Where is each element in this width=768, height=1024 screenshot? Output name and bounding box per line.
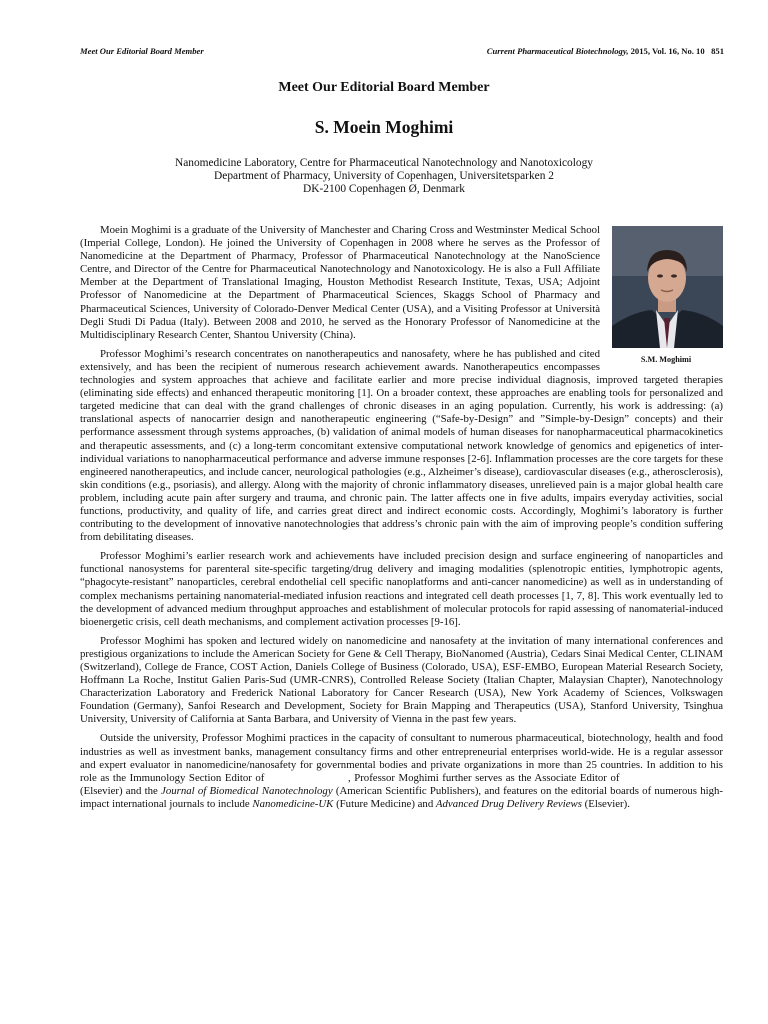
article-body (80, 224, 723, 817)
portrait-figure (609, 226, 723, 366)
paragraph-lectures: Professor Moghimi has spoken and lectured widely on nanomedicine and nanosafety at the invitation of many international conferences and prestigious organizations to include the American Society for Gene & Cell Therapy, BioNanomed (Austria), Cedars Sinai Medical Center, CLINAM (Switzerland), College de France, COST Action, Daniels College of Business (Colorado, USA), ESF-EMBO, European Material Research Society, Hoffmann La Roche, Institut Galien Paris-Sud (UMR-CNRS), Controlled Release Society (Italian Chapter, Malaysian Chapter), Nanotechnology Characterization Laboratory and Frederick National Laboratory for Cancer Research (USA), New York Academy of Sciences, Volkswagen Foundation (Germany), Sanfoi Research and Development, Society for Brain Mapping and Therapeutics (USA), Stanford University, Tsinghua University, University of California at Santa Barbara, and University of Vienna in the past few years. (80, 634, 723, 726)
header-section-label: Meet Our Editorial Board Member (80, 46, 204, 56)
section-title: Meet Our Editorial Board Member (278, 80, 490, 95)
paragraph-earlier-work: Professor Moghimi’s earlier research work and achievements have included precision design and surface engineering of nanoparticles and functional nanosystems for parenteral site-specific targeting/drug delivery and imaging modalities (splenotropic entities, lymphotropic agents, “phagocyte-resistant” nanoparticles, cerebral endothelial cell specific nanoplatforms and anti-cancer nanomedicine) as well as in understanding of complex mechanisms pertaining nanomaterial-mediated infusion reactions and integrated cell death processes [1, 7, 8]. This work eventually led to the development of advanced medium throughput approaches and establishment of molecular protocols for rapid assessing of nanomaterial-induced bioenergetic crisis, cell death mechanisms, and complement activation processes [9-16]. (80, 550, 723, 628)
consulting-text: (Elsevier). (584, 797, 630, 810)
portrait-illustration (612, 226, 723, 348)
affiliation (0, 157, 768, 196)
consulting-text: (Future Medicine) and (336, 797, 434, 810)
header-page-number: 851 (711, 46, 724, 56)
consulting-text: , Professor Moghimi further serves as the Associate Editor of (347, 771, 620, 784)
header-journal: Current Pharmaceutical Biotechnology, (486, 46, 629, 56)
journal-title: Journal of Biomedical Nanotechnology (161, 784, 333, 797)
affiliation-line: Department of Pharmacy, University of Copenhagen, Universitetsparken 2 (214, 170, 554, 182)
consulting-text: (Elsevier) and the (80, 784, 158, 797)
paragraph-consulting (80, 732, 723, 811)
affiliation-line: Nanomedicine Laboratory, Centre for Pharmaceutical Nanotechnology and Nanotoxicology (174, 157, 594, 169)
person-name: S. Moein Moghimi (314, 117, 454, 137)
portrait-photo (612, 226, 723, 348)
consulting-text: (American Scientific Publishers), and features on the editorial boards of numerous high-impact international journals to include (80, 784, 723, 810)
journal-title: Nanomedicine-UK (252, 797, 334, 810)
paragraph-research: Professor Moghimi’s research concentrates on nanotherapeutics and nanosafety, where he has published and cited extensively, and has been the recipient of numerous research achievement awards. Nanotherapeutics encompasses technologies and system approaches that achieve and facilitate earlier and more precise individual diagnosis, improved targeted therapies (eliminating side effects) and enhanced therapeutic monitoring [1]. On a broader context, these approaches are enabling tools for personalized and targeted medicine that can deal with the grand challenges of chronic diseases in an aging population. Currently, his work is addressing: (a) translational aspects of nanocarrier design and nanotherapeutic engineering (“Safe-by-Design” and ”Simple-by-Design” concepts) and their performance assessment through systems approaches, (b) validation of animal models of human diseases for nanopharmaceutical pharmacokinetics and therapeutic assessments, and (c) a long-term concomitant extensive computational network knowledge of genomics and epigenetics of inter-individual variations to nanopharmaceutical performance and adverse immune responses [2-6]. Inflammation processes are the core targets for these engineered nanotherapeutics, and include cancer, neurological pathologies (e.g., Alzheimer’s disease), cardiovascular diseases (e.g., atherosclerosis), skin conditions (e.g., psoriasis), and allergy. Along with the majority of chronic inflammatory diseases, unrelieved pain is a major global health care problem, including acute pain after surgery and trauma, and chronic pain. The latter affects one in five adults, impairs everyday activities, social functions, productivity, and quality of life, and carries great direct and indirect economic costs. Accordingly, Moghimi’s laboratory is further contributing to the development of innovative nanotechnologies that address’s chronic pain with the aim of improving people’s condition suffering from debilitating diseases. (80, 347, 723, 544)
journal-title: Advanced Drug Delivery Reviews (435, 797, 582, 810)
header-year-vol: 2015, Vol. 16, No. 10 (628, 46, 705, 56)
portrait-caption: S.M. Moghimi (640, 355, 692, 364)
consulting-text: Outside the university, Professor Moghimi practices in the capacity of consultant to numerous pharmaceutical, biotechnology, health and food industries as well as investment banks, management consultancy firms and other entrepreneurial enterprises world-wide. He is a regular assessor and expert evaluator in nanomedicine/nanosafety for governmental bodies and private organizations in more than 25 countries. In addition to his role as the Immunology Section Editor of (80, 732, 723, 784)
header-citation (487, 46, 724, 56)
paragraph-biography: Moein Moghimi is a graduate of the University of Manchester and Charing Cross and Westminster Medical School (Imperial College, London). He joined the University of Copenhagen in 2008 where he serves as the Professor of Nanomedicine at the Department of Pharmacy, Professor of Pharmaceutical Nanotechnology at the NanoScience Centre, and Director of the Centre for Pharmaceutical Nanotechnology and Nanotoxicology. He is also a Full Affiliate Member at the Department of Translational Imaging, Houston Methodist Research Institute, Texas, USA; Adjoint Professor of Nanomedicine at the Department of Pharmaceutical Sciences, Skaggs School of Pharmacy and Pharmaceutical Sciences, University of Colorado-Denver Medical Center (USA), and a Visiting Professor at Università Degli Studi Di Padua (Italy). Between 2008 and 2010, he served as the Honorary Professor of Nanomedicine at the Multidisciplinary Research Center, Shantou University (China). (80, 224, 600, 341)
running-header (80, 46, 724, 56)
affiliation-line: DK-2100 Copenhagen Ø, Denmark (303, 183, 465, 195)
